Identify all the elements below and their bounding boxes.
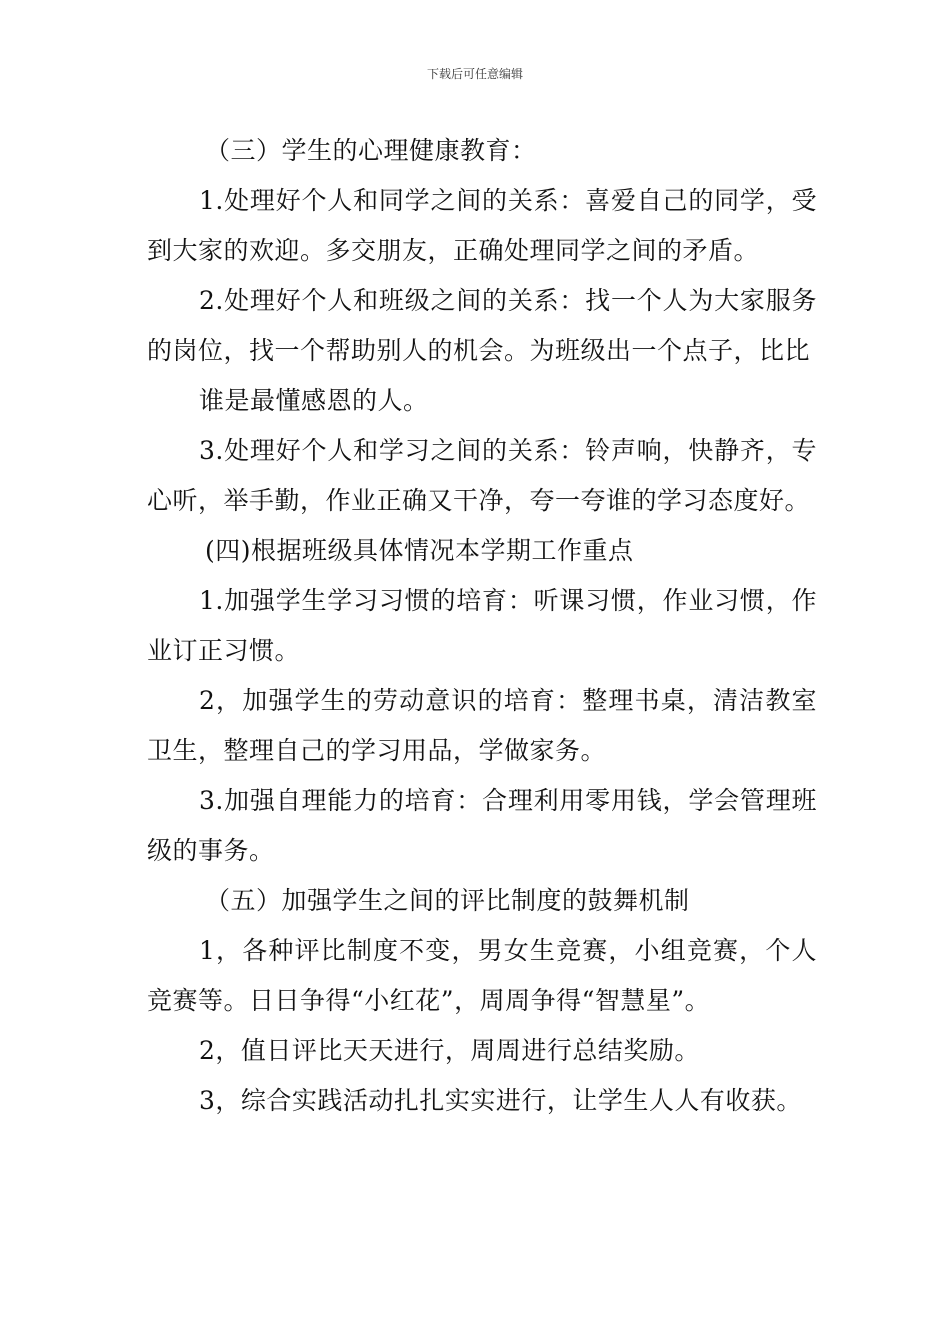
paragraph: 2，加强学生的劳动意识的培育：整理书桌，清洁教室卫生，整理自己的学习用品，学做家务。 [147,686,817,765]
section-heading-3: （三）学生的心理健康教育： [205,136,537,165]
paragraph: 3.处理好个人和学习之间的关系：铃声响，快静齐，专心听，举手勤，作业正确又干净，夸一夸谁的学习态度好。 [147,436,817,515]
section-heading-4: (四)根据班级具体情况本学期工作重点 [205,536,634,565]
paragraph: 3.加强自理能力的培育：合理利用零用钱，学会管理班级的事务。 [147,786,817,865]
paragraph: 2，值日评比天天进行，周周进行总结奖励。 [199,1036,700,1065]
paragraph: 1.处理好个人和同学之间的关系：喜爱自己的同学，受到大家的欢迎。多交朋友，正确处理同学之间的矛盾。 [147,186,817,265]
document-body [147,126,817,1126]
paragraph: 1.加强学生学习习惯的培育：听课习惯，作业习惯，作业订正习惯。 [147,586,817,665]
paragraph: 3，综合实践活动扎扎实实进行，让学生人人有收获。 [199,1086,802,1115]
section-heading-5: （五）加强学生之间的评比制度的鼓舞机制 [205,886,690,915]
paragraph: 谁是最懂感恩的人。 [199,386,429,415]
paragraph: 2.处理好个人和班级之间的关系：找一个人为大家服务的岗位，找一个帮助别人的机会。为班级出一个点子，比比 [147,286,817,365]
paragraph: 1，各种评比制度不变，男女生竞赛，小组竞赛，个人竞赛等。日日争得“小红花”，周周争得“智慧星”。 [147,936,817,1015]
page-header: 下载后可任意编辑 [426,67,523,81]
